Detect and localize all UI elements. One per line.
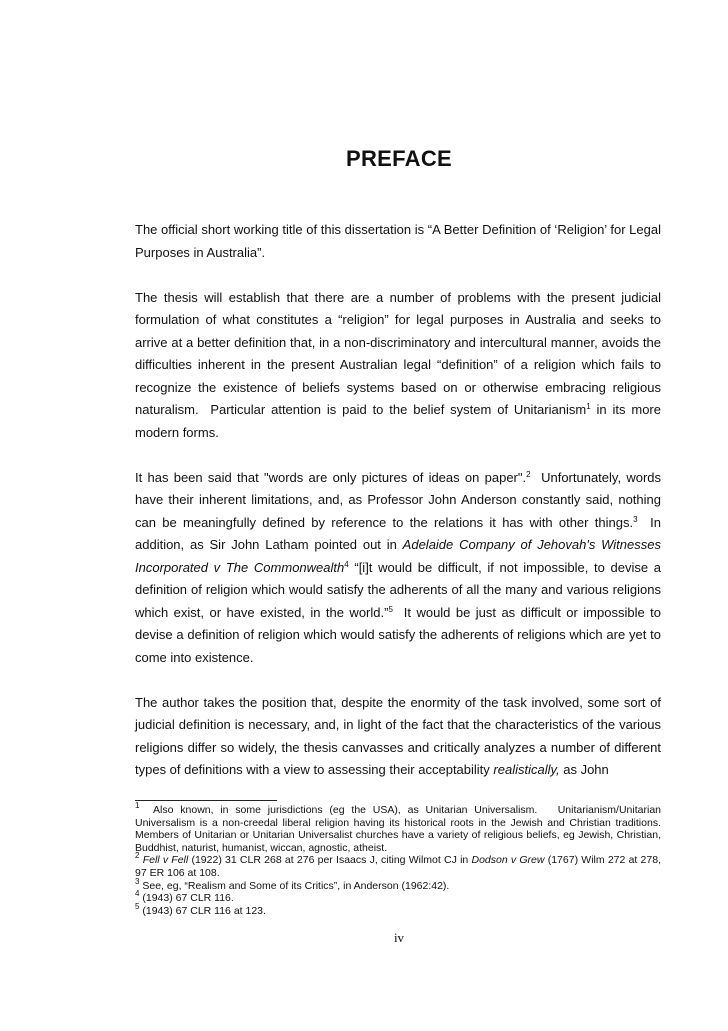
footnote-ref-5: 5 xyxy=(388,604,393,614)
paragraph-3-text-d: “[i]t would be difficult, if not impossible, to devise a definition of religion which would satisfy the adherents of all the many and various religions which exist, or have existed, in the world.” xyxy=(135,559,661,620)
page-title: PREFACE xyxy=(345,146,452,171)
paragraph-3-text-e: It would be just as difficult or impossible to devise a definition of religion which would satisfy the adherents of religions which are yet to come into existence. xyxy=(135,604,661,665)
paragraph-2-text: The thesis will establish that there are a number of problems with the present judicial formulation of what constitutes a “religion” for legal purposes in Australia and seeks to arrive at a better definition that, in a non-discriminatory and intercultural manner, avoids the difficulties inherent in the present Australian legal “definition” of a religion which fails to recognize the existence of beliefs systems based on or otherwise embracing religious naturalism. Particular attention is paid to the belief system of Unitarianism xyxy=(135,289,661,417)
footnote-text: (1922) 31 CLR 268 at 276 per Isaacs J, citing Wilmot CJ in xyxy=(188,854,472,867)
case-name-dodson: Dodson v Grew xyxy=(471,854,545,867)
page-number: iv xyxy=(393,930,405,945)
footnote-text-end: (1767) Wilm 272 at 278, 97 ER 106 at 108. xyxy=(135,854,661,879)
footnote-1 xyxy=(135,801,661,854)
paragraph-3-text-b: Unfortunately, words have their inherent limitations, and, as Professor John Anderson constantly said, nothing can be meaningfully defined by reference to the relations it has with other things. xyxy=(135,469,661,530)
footnote-2 xyxy=(135,851,661,879)
footnote-ref-4: 4 xyxy=(344,559,349,569)
emphasis-realistically: realistically, xyxy=(493,762,560,777)
paragraph-2 xyxy=(135,287,661,445)
footnote-number: 5 xyxy=(135,901,140,911)
paragraph-3 xyxy=(135,467,661,670)
paragraph-4-text-end: as John xyxy=(559,762,609,777)
footnote-4 xyxy=(135,889,661,905)
body-text xyxy=(135,219,661,804)
paragraph-1: The official short working title of this dissertation is “A Better Definition of ‘Religion’ for Legal Purposes in Australia”. xyxy=(135,222,661,260)
paragraph-2-text-end: in its more modern forms. xyxy=(135,402,661,440)
paragraph-4-text: The author takes the position that, despite the enormity of the task involved, some sort of judicial definition is necessary, and, in light of the fact that the characteristics of the various religions differ so widely, the thesis canvasses and critically analyzes a number of different types of definitions with a view to assessing their acceptability xyxy=(135,694,661,777)
footnotes xyxy=(135,801,661,917)
case-name-fell: Fell v Fell xyxy=(142,854,189,867)
footnote-number: 3 xyxy=(135,876,140,886)
footnote-number: 4 xyxy=(135,889,140,899)
footnote-ref-1: 1 xyxy=(586,402,591,411)
footnote-text: See, eg, “Realism and Some of its Critics”, in Anderson (1962:42). xyxy=(139,879,450,892)
paragraph-3-text-c: In addition, as Sir John Latham pointed out in xyxy=(135,514,661,552)
footnote-separator xyxy=(135,800,277,801)
footnote-text: (1943) 67 CLR 116. xyxy=(139,892,234,905)
case-name-adelaide: Adelaide Company of Jehovah's Witnesses Incorporated v The Commonwealth xyxy=(135,537,661,575)
footnote-number: 2 xyxy=(135,851,140,861)
footnote-number: 1 xyxy=(135,801,140,810)
footnote-ref-2: 2 xyxy=(526,469,531,479)
paragraph-3-text-a: It has been said that "words are only pictures of ideas on paper". xyxy=(135,469,527,485)
paragraph-4 xyxy=(135,692,661,782)
footnote-ref-3: 3 xyxy=(633,514,638,524)
footnote-5 xyxy=(135,901,661,918)
footnote-text: Also known, in some jurisdictions (eg the USA), as Unitarian Universalism. Unitarianism/Unitarian Universalism is a non-creedal liberal religion having its historical roots in the Jewish and Christian traditions. Members of Unitarian or Unitarian Universalist churches have a variety of religious beliefs, eg Jewish, Christian, Buddhist, naturist, humanist, wiccan, agnostic, atheist. xyxy=(135,804,661,854)
footnote-text: (1943) 67 CLR 116 at 123. xyxy=(139,904,266,917)
footnote-3 xyxy=(135,876,661,893)
